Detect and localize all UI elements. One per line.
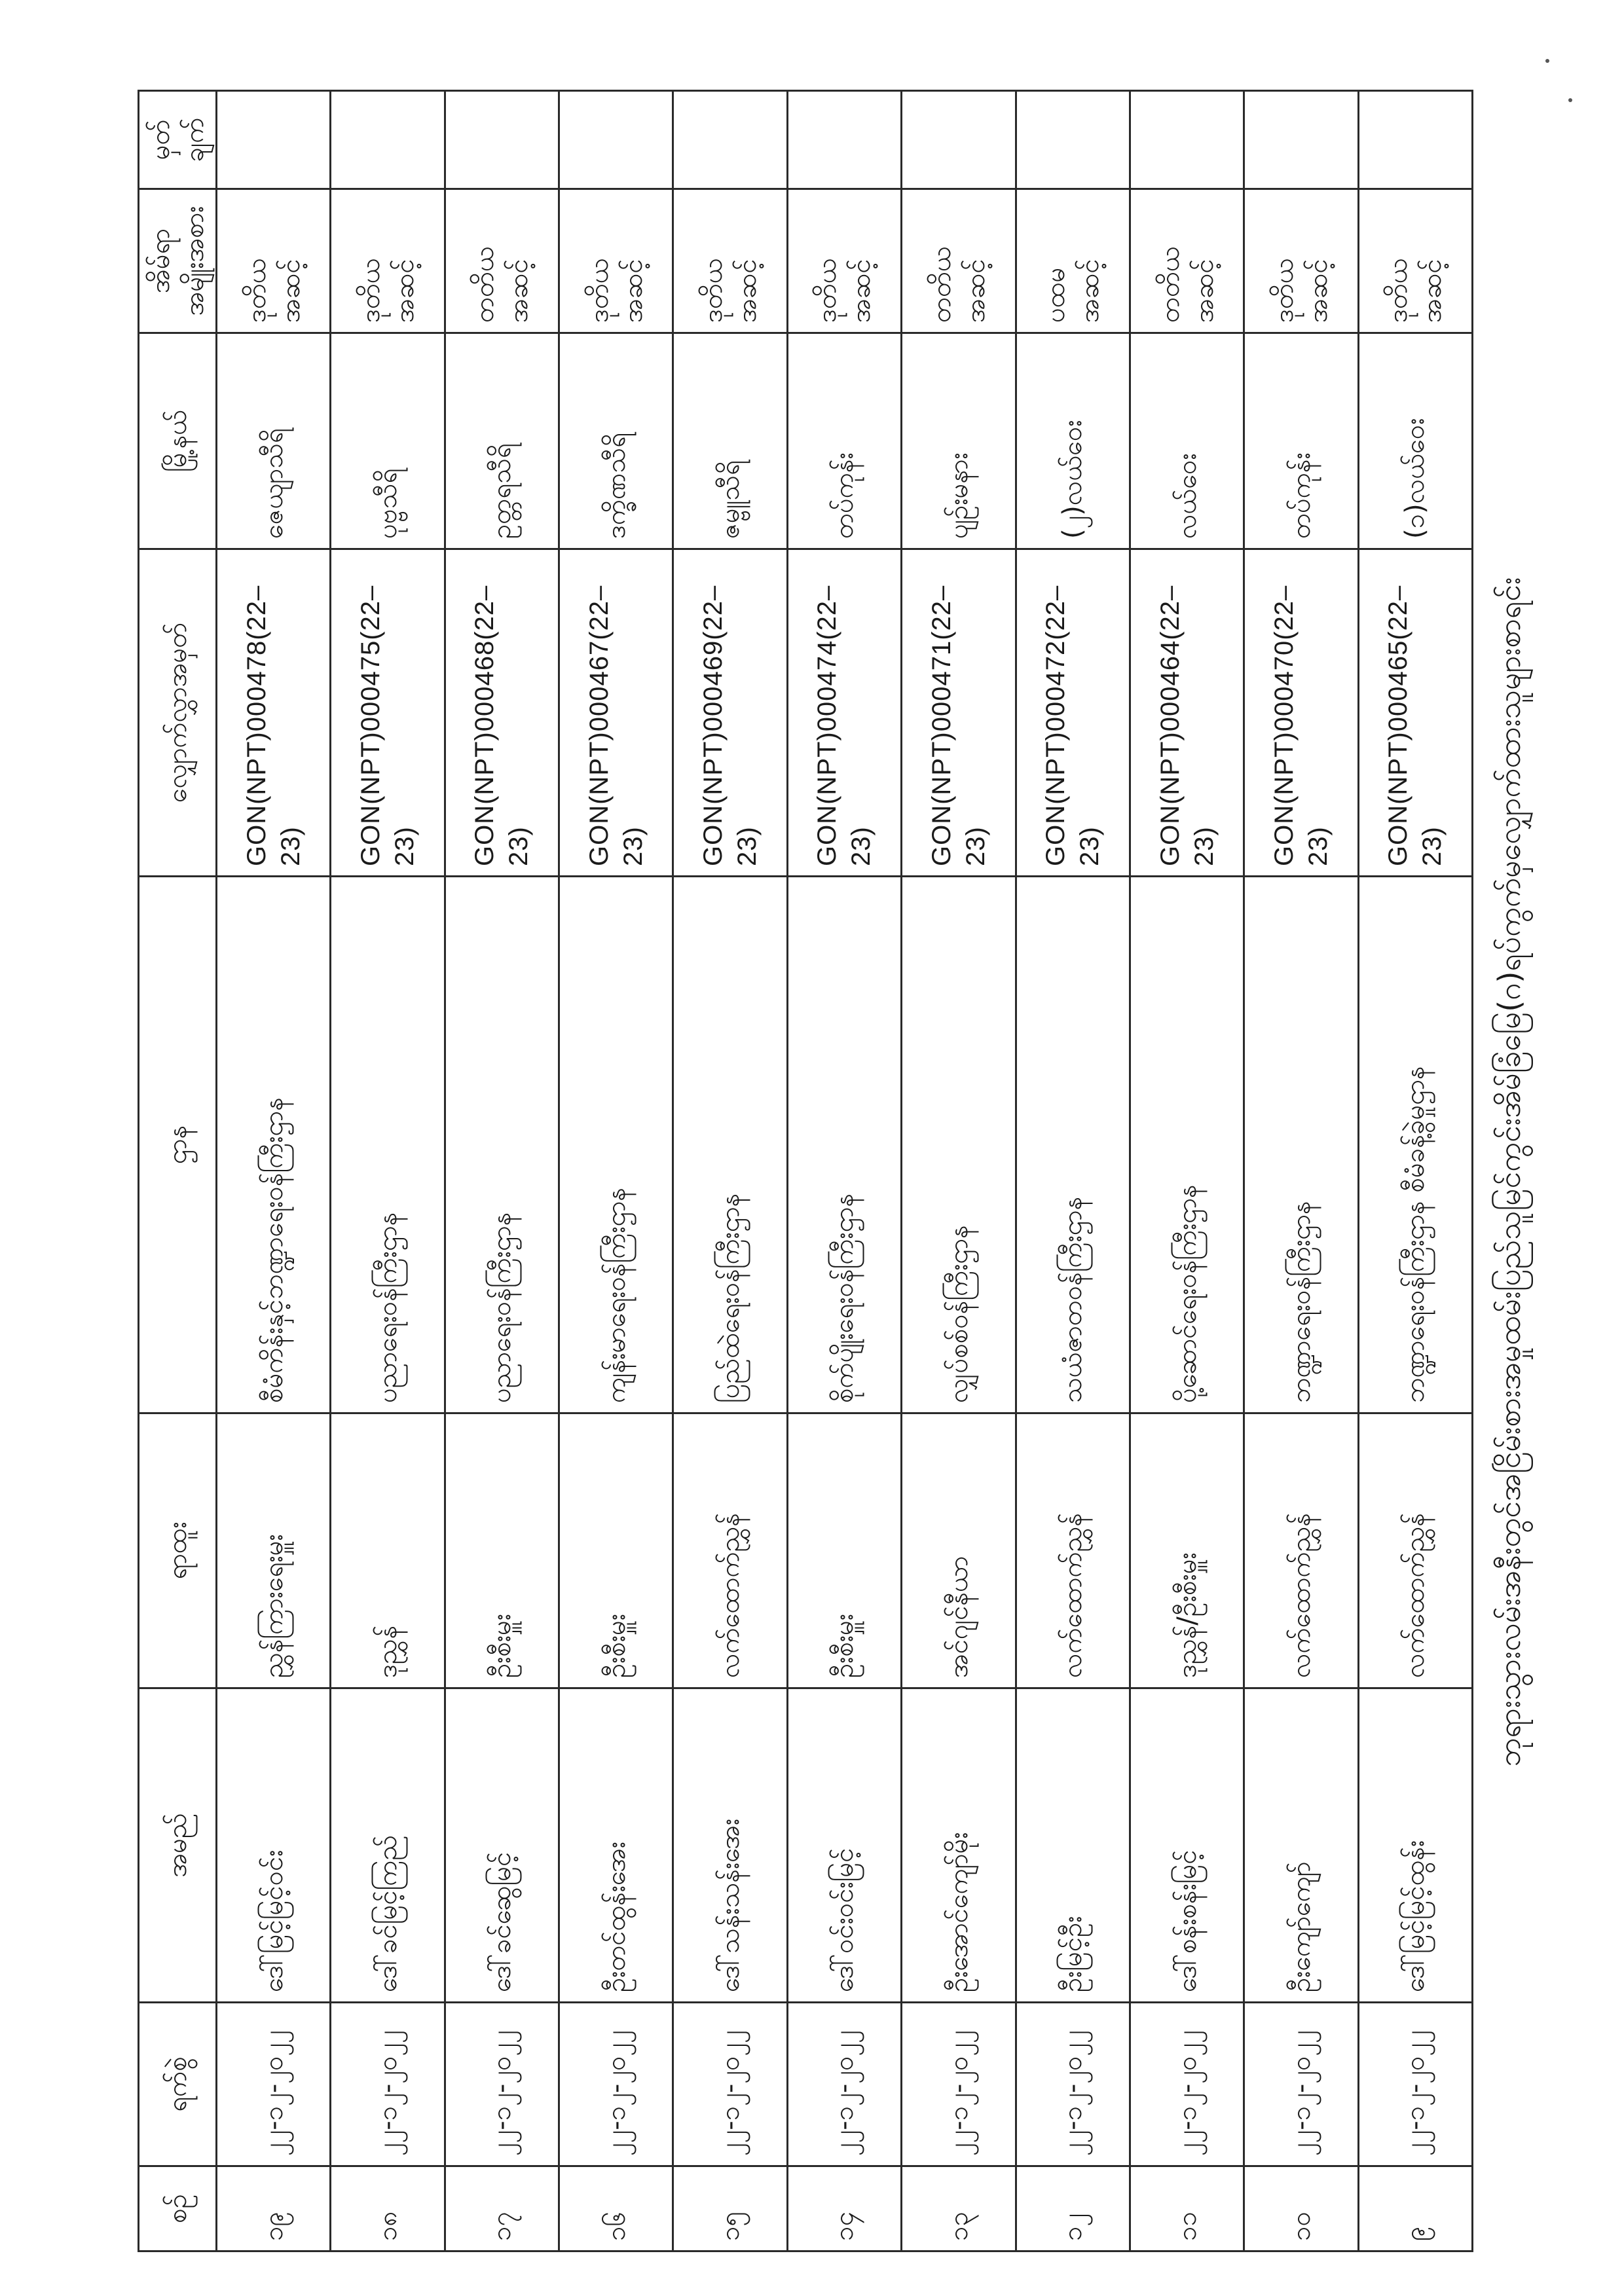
header-department: ဌာန	[139, 877, 217, 1413]
applicant-table	[138, 90, 1473, 2252]
cell-serial: ၁၀	[1244, 2166, 1358, 2251]
scan-speck	[1545, 59, 1549, 63]
cell-housing-type: တတိယ အဆင့်	[1130, 189, 1244, 333]
cell-application-no: GON(NPT)000471(22–23)	[902, 549, 1016, 877]
cell-serial: ၁၉	[217, 2166, 331, 2251]
table-row	[217, 91, 331, 2251]
table-row	[559, 91, 673, 2251]
cell-township: တပ်ကုန်း	[1244, 333, 1358, 549]
cell-date: ၂၂-၁၂-၂၀၂၂	[1016, 2003, 1130, 2166]
cell-name: ဒေါ်မြင့်မြင့်ထွန်း	[1358, 1688, 1472, 2003]
cell-date: ၂၂-၁၂-၂၀၂၂	[445, 2003, 559, 2166]
cell-date: ၂၂-၁၂-၂၀၂၂	[1358, 2003, 1472, 2166]
cell-rank: ညွှန်ကြားရေးမှူး	[217, 1413, 331, 1688]
cell-application-no: GON(NPT)000469(22–23)	[673, 549, 787, 877]
table-row	[902, 91, 1016, 2251]
header-remark: မှတ် ချက်	[139, 91, 217, 189]
table-row	[1016, 91, 1130, 2251]
cell-rank: ဒုညွှန်	[331, 1413, 445, 1688]
cell-department: ပညာရေးဝန်ကြီးဌာန	[445, 877, 559, 1413]
header-application-no: လျှောက်လွှာအမှတ်	[139, 549, 217, 877]
cell-name: ဦးကျော်ကျော်	[1244, 1688, 1358, 2003]
cell-township: (၁)လယ်ဝေး	[1358, 333, 1472, 549]
cell-township: ဥတ္တရသီရိ	[445, 333, 559, 549]
cell-housing-type: ဒုတိယ အဆင့်	[673, 189, 787, 333]
table-header-row	[139, 91, 217, 2251]
cell-application-no: GON(NPT)000470(22–23)	[1244, 549, 1358, 877]
cell-serial: ၁၆	[559, 2166, 673, 2251]
cell-name: ဦးမြင့်ဦး	[1016, 1688, 1130, 2003]
cell-date: ၂၂-၁၂-၂၀၂၂	[559, 2003, 673, 2166]
cell-township: ဇမ္ဗူသီရိ	[673, 333, 787, 549]
cell-township: ဇေယျာသီရိ	[217, 333, 331, 549]
cell-rank: ဦးစီးမှူး	[559, 1413, 673, 1688]
cell-remark	[1016, 91, 1130, 189]
table-body	[217, 91, 1473, 2251]
page-caption: ဘုရားသွားလမ်းအနီးတွင်အငြိမ်းစားအမှုထမ်းပြည်သူမြင်ကွင်းအိမ်ခြံမြေ(ဂ)ရပ်ကွက်မှလျှောက်ထားသူများစာရင်း	[1492, 577, 1527, 1767]
cell-remark	[217, 91, 331, 189]
cell-remark	[1358, 91, 1472, 189]
table-row	[1358, 91, 1472, 2251]
cell-department: ပညာရေးဝန်ကြီးဌာန	[331, 877, 445, 1413]
cell-date: ၂၂-၁၂-၂၀၂၂	[902, 2003, 1016, 2166]
header-serial: စဉ်	[139, 2166, 217, 2251]
cell-rank: လက်ထောက်ညွှန်	[1244, 1413, 1358, 1688]
cell-date: ၂၂-၁၂-၂၀၂၂	[1130, 2003, 1244, 2166]
cell-rank: ဦးစီးမှူး	[787, 1413, 901, 1688]
cell-township: လယ်ဝေး	[1130, 333, 1244, 549]
cell-remark	[559, 91, 673, 189]
cell-date: ၂၂-၁၂-၂၀၂၂	[787, 2003, 901, 2166]
cell-department: ကျန်းမာရေးဝန်ကြီးဌာန	[559, 877, 673, 1413]
cell-department: သယံဇာတဝန်ကြီးဌာန	[1016, 877, 1130, 1413]
cell-name: ဒေါ်စန်းစန်းမြင့်	[1130, 1688, 1244, 2003]
scan-speck	[1568, 98, 1572, 102]
cell-application-no: GON(NPT)000475(22–23)	[331, 549, 445, 877]
cell-application-no: GON(NPT)000464(22–23)	[1130, 549, 1244, 877]
table-row	[445, 91, 559, 2251]
cell-date: ၂၂-၁၂-၂၀၂၂	[331, 2003, 445, 2166]
cell-housing-type: ဒုတိယ အဆင့်	[331, 189, 445, 333]
cell-housing-type: ဒုတိယ အဆင့်	[1244, 189, 1358, 333]
cell-remark	[331, 91, 445, 189]
cell-remark	[902, 91, 1016, 189]
table-row	[331, 91, 445, 2251]
header-name: အမည်	[139, 1688, 217, 2003]
cell-housing-type: တတိယ အဆင့်	[902, 189, 1016, 333]
cell-township: တပ်ကုန်း	[787, 333, 901, 549]
cell-rank: လက်ထောက်ညွှန်	[673, 1413, 787, 1688]
table-row	[673, 91, 787, 2251]
cell-serial: ၁၈	[331, 2166, 445, 2251]
cell-department: လျှပ်စစ်ဝန်ကြီးဌာန	[902, 877, 1016, 1413]
cell-remark	[1130, 91, 1244, 189]
cell-serial: ၁၇	[445, 2166, 559, 2251]
cell-township: ပုဗ္ဗသီရိ	[331, 333, 445, 549]
table-row	[787, 91, 901, 2251]
rotated-page-content	[138, 92, 1539, 2252]
cell-serial: ၁၂	[1016, 2166, 1130, 2251]
cell-name: ဒေါ်မြင့်မြင့်ဝင်း	[217, 1688, 331, 2003]
cell-name: ဦးအောင်ကျော်မိုး	[902, 1688, 1016, 2003]
cell-remark	[1244, 91, 1358, 189]
cell-department: စိုက်ပျိုးရေးဝန်ကြီးဌာန	[787, 877, 901, 1413]
cell-department: ဘဏ္ဍာရေးဝန်ကြီးဌာန	[1244, 877, 1358, 1413]
cell-rank: အင်ဂျင်နီယာ	[902, 1413, 1016, 1688]
cell-serial: ၁၄	[787, 2166, 901, 2251]
cell-housing-type: ဒုတိယ အဆင့်	[559, 189, 673, 333]
cell-remark	[673, 91, 787, 189]
cell-township: ပျဉ်းမနား	[902, 333, 1016, 549]
cell-township: (၂)လယ်ဝေး	[1016, 333, 1130, 549]
cell-department: ပြည်ထဲရေးဝန်ကြီးဌာန	[673, 877, 787, 1413]
cell-township: ဒက္ခိဏသီရိ	[559, 333, 673, 549]
cell-date: ၂၂-၁၂-၂၀၂၂	[673, 2003, 787, 2166]
cell-application-no: GON(NPT)000467(22–23)	[559, 549, 673, 877]
cell-housing-type: တတိယ အဆင့်	[445, 189, 559, 333]
cell-remark	[445, 91, 559, 189]
cell-serial: ၁၁	[1130, 2166, 1244, 2251]
table-row	[1130, 91, 1244, 2251]
cell-housing-type: ဒုတိယ အဆင့်	[1358, 189, 1472, 333]
cell-housing-type: ဒုတိယ အဆင့်	[217, 189, 331, 333]
cell-date: ၂၂-၁၂-၂၀၂၂	[1244, 2003, 1358, 2166]
cell-rank: ဒုညွှန်/ဦးစီးမှူး	[1130, 1413, 1244, 1688]
cell-application-no: GON(NPT)000468(22–23)	[445, 549, 559, 877]
cell-serial: ၁၃	[902, 2166, 1016, 2251]
cell-application-no: GON(NPT)000478(22–23)	[217, 549, 331, 877]
cell-application-no: GON(NPT)000465(22–23)	[1358, 549, 1472, 877]
cell-serial: ၁၅	[673, 2166, 787, 2251]
cell-name: ဦးတင်ထွန်းအေး	[559, 1688, 673, 2003]
cell-department: ပို့ဆောင်ရေးဝန်ကြီးဌာန	[1130, 877, 1244, 1413]
cell-housing-type: ဒုတိယ အဆင့်	[787, 189, 901, 333]
cell-application-no: GON(NPT)000472(22–23)	[1016, 549, 1130, 877]
cell-application-no: GON(NPT)000474(22–23)	[787, 549, 901, 877]
cell-name: ဒေါ်သန်းသန်းအေး	[673, 1688, 787, 2003]
cell-name: ဒေါ်ဝင်းဝင်းမြင့်	[787, 1688, 901, 2003]
table-row	[1244, 91, 1358, 2251]
cell-remark	[787, 91, 901, 189]
cell-date: ၂၂-၁၂-၂၀၂၂	[217, 2003, 331, 2166]
cell-housing-type: ပထမ အဆင့်	[1016, 189, 1130, 333]
cell-department: ဘဏ္ဍာရေးဝန်ကြီးဌာန စီမံခန့်ခွဲမှုဌာန	[1358, 877, 1472, 1413]
header-rank: ရာထူး	[139, 1413, 217, 1688]
header-date: ရက်စွဲ	[139, 2003, 217, 2166]
cell-name: ဒေါ်ခင်မြင့်ကြည်	[331, 1688, 445, 2003]
cell-rank: လက်ထောက်ညွှန်	[1016, 1413, 1130, 1688]
cell-rank: ဦးစီးမှူး	[445, 1413, 559, 1688]
cell-name: ဒေါ်ခင်ဆွေမြင့်	[445, 1688, 559, 2003]
cell-rank: လက်ထောက်ညွှန်	[1358, 1413, 1472, 1688]
cell-serial: ၉	[1358, 2166, 1472, 2251]
header-township: မြို့နယ်	[139, 333, 217, 549]
cell-department: စီမံကိန်းနှင့်ဘဏ္ဍာရေးဝန်ကြီးဌာန	[217, 877, 331, 1413]
header-housing-type: အိမ်ရာ အမျိုးအစား	[139, 189, 217, 333]
